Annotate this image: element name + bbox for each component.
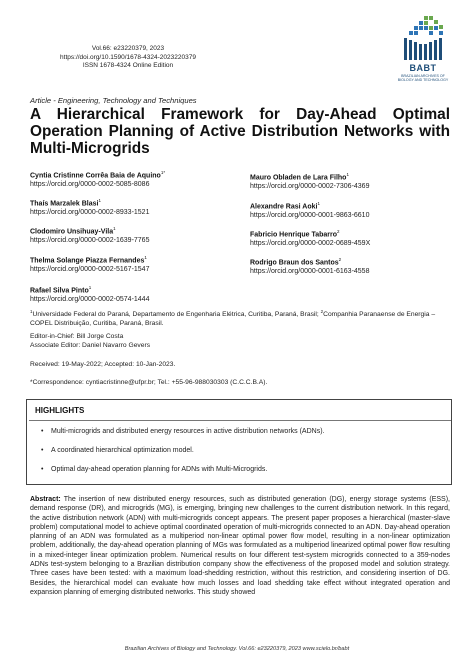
author-name: Alexandre Rasi Aoki$^1$: [250, 201, 320, 211]
affiliation-2: Companhia Paranaense de Energia – COPEL Distribuição, Curitiba, Paraná, Brasil.: [30, 311, 436, 327]
affiliation-1: Universidade Federal do Paraná, Departamento de Engenharia Elétrica, Curitiba, Paraná, Brasil;: [32, 311, 321, 319]
author-sup: 2: [337, 229, 340, 234]
journal-meta: [38, 45, 218, 71]
author-entry: [30, 168, 165, 189]
logo-subtitle: [396, 74, 450, 82]
author-entry: [30, 283, 149, 304]
orcid-link[interactable]: https://orcid.org/0000-0002-0689-459X: [250, 240, 371, 248]
author-name: Fabricio Henrique Tabarro$^2$: [250, 229, 340, 239]
orcid-link[interactable]: https://orcid.org/0000-0002-8933-1521: [30, 209, 150, 217]
abstract-text: The insertion of new distributed energy resources, such as distributed generation (DG), energy storage systems (ESS), demand response (DR), and microgrids (MG), is emerging, bringing new challenges to the current distribution network. In this regard, the active distribution network (ADN) with multi-microgrids concept appears. The present paper proposes a hierarchical (master-slave problem) computational model to achieve optimal coordinated operation of multi-microgrids connected to an ADN. Day-ahead operation planning of an ADN was formulated as a multiperiod non-linear optimal power flow model, resulting in a non-linear optimization problem, additionally, the day-ahead operation planning of MGs was formulated as a multiperiod linearized optimal power flow resulting in a mixed-integer linear optimization problem. Numerical results on four different test-system microgrids connected to a 359-nodes ADNs test-system belonging to a Brazilian distribution company show the effectiveness of the proposed model and solution strategy. Three cases have been tested: with a maximum load-shedding restriction, without this restriction, and considering insertion of DG. Besides, the hierarchical model can evaluate how much losses and load shedding take effect without integrated operation and expansion planning of emerging distributed networks. This study showed: [30, 496, 450, 596]
author-sup: 1: [113, 226, 116, 231]
orcid-link[interactable]: https://orcid.org/0000-0002-5167-1547: [30, 266, 150, 274]
author-entry: [250, 227, 370, 248]
orcid-link[interactable]: https://orcid.org/0000-0002-7306-4369: [250, 183, 370, 191]
logo-name: BABT: [409, 63, 437, 73]
affiliation-sup: 1: [30, 309, 33, 314]
doi-link[interactable]: https://doi.org/10.1590/1678-4324-2023220379: [60, 53, 196, 61]
author-entry: [30, 196, 149, 217]
highlights-title: HIGHLIGHTS: [35, 406, 85, 415]
logo-subtitle-line-2: BIOLOGY AND TECHNOLOGY: [397, 78, 449, 83]
author-name: Rafael Silva Pinto$^1$: [30, 285, 92, 295]
author-entry: [250, 255, 369, 276]
author-sup: 1*: [160, 170, 166, 175]
highlight-item: Multi-microgrids and distributed energy resources in active distribution networks (ADNs).: [51, 428, 325, 435]
abstract: [30, 495, 450, 597]
correspondence[interactable]: *Correspondence: cyntiacristinne@ufpr.br; Tel.: +55-96-988030303 (C.C.C.B.A).: [30, 379, 268, 386]
logo-subtitle-line-1: BRAZILIAN ARCHIVES OF: [401, 74, 445, 78]
author-sup: 1: [88, 285, 92, 290]
highlights-divider: [29, 420, 451, 421]
affiliation-sup: 2: [320, 309, 324, 314]
author-name: Cyntia Cristinne Corrêa Baia de Aquino$^{1*}$: [30, 170, 166, 180]
article-category: Article - Engineering, Technology and Techniques: [30, 96, 197, 105]
abstract-label: Abstract:: [30, 496, 61, 503]
author-name: Clodomiro Unsihuay-Vila$^1$: [30, 226, 116, 236]
orcid-link[interactable]: https://orcid.org/0000-0002-1639-7765: [30, 237, 150, 245]
highlight-item: Optimal day-ahead operation planning for ADNs with Multi-Microgrids.: [51, 466, 268, 473]
orcid-link[interactable]: https://orcid.org/0000-0001-6163-4558: [250, 268, 370, 276]
author-sup: 1: [346, 172, 349, 177]
highlight-item: A coordinated hierarchical optimization model.: [51, 447, 194, 454]
author-name: Thelma Solange Piazza Fernandes$^1$: [30, 255, 147, 265]
orcid-link[interactable]: https://orcid.org/0000-0001-9863-6610: [250, 212, 370, 220]
author-entry: [30, 253, 149, 274]
author-sup: 2: [338, 257, 342, 262]
author-name: Thaís Marzalek Blasi$^1$: [30, 198, 101, 208]
bullet-icon: •: [41, 466, 44, 473]
article-title: A Hierarchical Framework for Day-Ahead Optimal Operation Planning of Active Distribution Networks with Multi-Microgrids: [30, 106, 450, 157]
page-footer: Brazilian Archives of Biology and Technology. Vol.66: e23220379, 2023 www.scielo.br/babt: [124, 646, 350, 652]
associate-editor: Associate Editor: Daniel Navarro Gevers: [30, 342, 151, 349]
author-sup: 1: [144, 255, 147, 260]
affiliations: [30, 308, 450, 328]
author-entry: [250, 170, 369, 191]
author-name: Mauro Obladen de Lara Filho$^1$: [250, 172, 349, 182]
issn-line: ISSN 1678-4324 Online Edition: [82, 62, 174, 70]
author-sup: 1: [98, 198, 101, 203]
highlights-box: [26, 399, 452, 485]
author-name: Rodrigo Braun dos Santos$^2$: [250, 257, 342, 267]
bullet-icon: •: [41, 428, 44, 435]
author-sup: 1: [317, 201, 320, 206]
bullet-icon: •: [41, 447, 44, 454]
received-accepted-dates: Received: 19-May-2022; Accepted: 10-Jan-2023.: [30, 361, 176, 368]
orcid-link[interactable]: https://orcid.org/0000-0002-5085-8086: [30, 181, 150, 189]
orcid-link[interactable]: https://orcid.org/0000-0002-0574-1444: [30, 296, 150, 304]
editor-in-chief: Editor-in-Chief: Bill Jorge Costa: [30, 333, 124, 340]
author-entry: [30, 224, 149, 245]
volume-line: Vol.66: e23220379, 2023: [91, 45, 165, 52]
author-entry: [250, 199, 369, 220]
